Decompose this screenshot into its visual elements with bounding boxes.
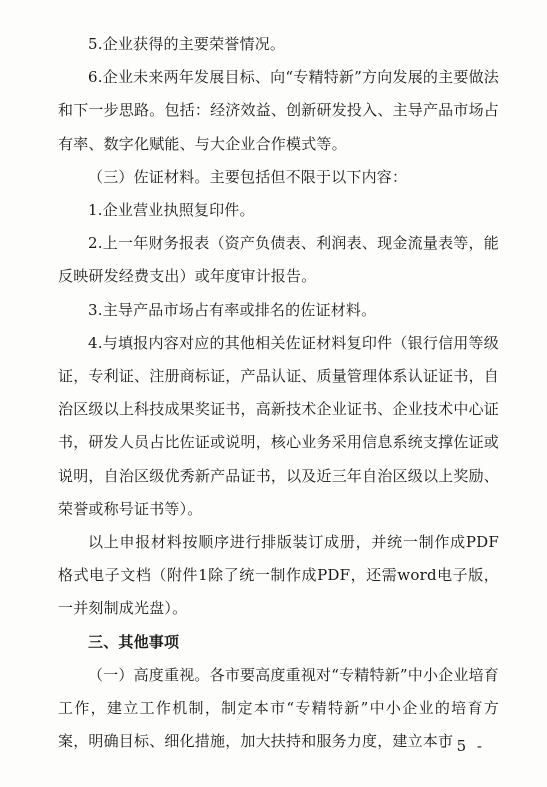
paragraph-development-goals: 6.企业未来两年发展目标、向“专精特新”方向发展的主要做法和下一步思路。包括：经济效益、创新研发投入、主导产品市场占有率、数字化赋能、与大企业合作模式等。 xyxy=(58,68,499,153)
paragraph-binding-instructions: 以上申报材料按顺序进行排版装订成册，并统一制作成PDF格式电子文档（附件1除了统一制作成PDF，还需word电子版，一并刻制成光盘）。 xyxy=(58,533,499,618)
paragraph-honors: 5.企业获得的主要荣誉情况。 xyxy=(88,35,286,53)
document-body xyxy=(58,28,499,758)
paragraph-business-license: 1.企业营业执照复印件。 xyxy=(88,201,255,220)
paragraph-high-attention: （一）高度重视。各市要高度重视对“专精特新”中小企业培育工作，建立工作机制，制定本市“专精特新”中小企业的培育方案，明确目标、细化措施，加大扶持和服务力度，建立本市 xyxy=(58,665,499,751)
paragraph-market-share: 3.主导产品市场占有率或排名的佐证材料。 xyxy=(88,300,377,319)
paragraph-other-certificates: 4.与填报内容对应的其他相关佐证材料复印件（银行信用等级证，专利证、注册商标证，产品认证、质量管理体系认证证书，自治区级以上科技成果奖证书，高新技术企业证书、企业技术中心证书，研发人员占比佐证或说明，核心业务采用信息系统支撑佐证或说明，自治区级优秀新产品证书，以及近三年自治区级以上奖励、荣誉或称号证书等）。 xyxy=(58,333,499,518)
section-heading-other-matters: 三、其他事项 xyxy=(88,632,180,651)
paragraph-supporting-materials: （三）佐证材料。主要包括但不限于以下内容： xyxy=(88,167,408,186)
page-number: - 5 - xyxy=(440,737,485,755)
paragraph-financial-statements: 2.上一年财务报表（资产负债表、利润表、现金流量表等，能反映研发经费支出）或年度审计报告。 xyxy=(58,234,499,286)
